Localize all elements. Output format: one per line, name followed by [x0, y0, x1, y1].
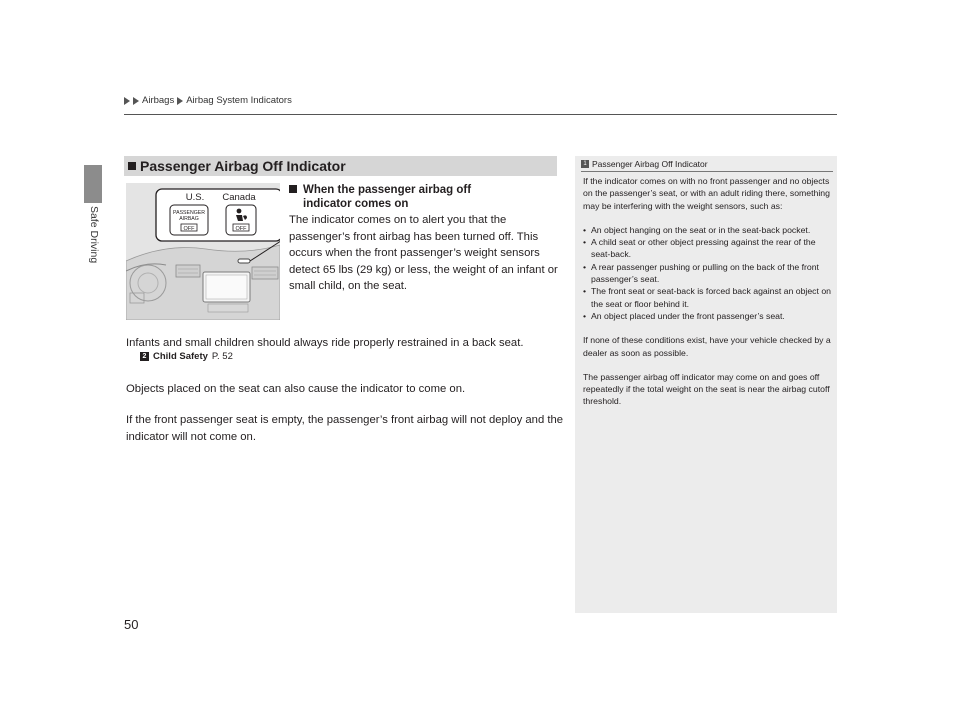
paragraph-objects: Objects placed on the seat can also cause the indicator to come on.	[126, 383, 466, 395]
header-rule	[124, 114, 837, 115]
sidebar-header	[581, 159, 708, 169]
breadcrumb-arrow-icon	[133, 97, 139, 105]
section-header	[124, 156, 557, 176]
off-text-canada: OFF	[235, 226, 247, 232]
sidebar-title: Passenger Airbag Off Indicator	[592, 159, 708, 169]
sidebar-rule	[581, 171, 833, 172]
cross-reference-link[interactable]	[140, 351, 233, 362]
list-item: • A rear passenger pushing or pulling on the back of the front passenger’s seat.	[583, 261, 831, 286]
list-item: • The front seat or seat-back is forced back against an object on the seat or floor behind it.	[583, 285, 831, 310]
breadcrumb	[124, 95, 292, 106]
sidebar-para-threshold: The passenger airbag off indicator may come on and goes off repeatedly if the total weight on the seat is near the airbag cutoff threshold.	[583, 371, 830, 407]
passenger-text: PASSENGER	[173, 210, 205, 216]
airbag-text: AIRBAG	[179, 216, 199, 222]
xref-page: P. 52	[211, 351, 233, 362]
list-item: • A child seat or other object pressing against the rear of the seat-back.	[583, 236, 831, 261]
sidebar-intro: If the indicator comes on with no front passenger and no objects on the passenger’s seat, or with an adult riding there, something may be interfering with the weight sensors, such as:	[583, 176, 830, 211]
section-title: Passenger Airbag Off Indicator	[140, 158, 346, 174]
list-item: • An object hanging on the seat or in the seat-back pocket.	[583, 224, 831, 236]
chapter-label: Safe Driving	[88, 206, 100, 264]
paragraph-infants: Infants and small children should always ride properly restrained in a back seat.	[126, 337, 524, 349]
page-number: 50	[124, 617, 139, 632]
dashboard-illustration	[126, 183, 280, 320]
breadcrumb-arrow-icon	[124, 97, 130, 105]
paragraph-empty-seat: If the front passenger seat is empty, the passenger’s front airbag will not deploy and the indicator will not come on.	[126, 414, 564, 443]
subsection-heading: When the passenger airbag off indicator comes on	[289, 183, 559, 211]
notes-sidebar	[575, 156, 837, 613]
off-text-us: OFF	[183, 226, 195, 232]
sidebar-bullet-list	[583, 224, 831, 322]
xref-title: Child Safety	[153, 351, 208, 362]
reference-arrow-icon: 2	[140, 352, 149, 361]
note-number-icon: 1	[581, 160, 589, 168]
section-square-icon	[128, 162, 136, 170]
sidebar-para-dealer: If none of these conditions exist, have your vehicle checked by a dealer as soon as possible.	[583, 335, 831, 358]
breadcrumb-item: Airbag System Indicators	[186, 95, 292, 106]
label-us: U.S.	[185, 192, 205, 203]
breadcrumb-item: Airbags	[142, 95, 175, 106]
subsection-square-icon	[289, 185, 297, 193]
chapter-tab	[84, 165, 102, 203]
list-item: • An object placed under the front passenger’s seat.	[583, 310, 831, 322]
label-canada: Canada	[222, 192, 256, 203]
breadcrumb-arrow-icon	[177, 97, 183, 105]
paragraph-indicator: The indicator comes on to alert you that the passenger’s front airbag has been turned off. This occurs when the front passenger’s weight sensors detect 65 lbs (29 kg) or less, the weight of an infant or small child, on the seat.	[289, 214, 558, 292]
